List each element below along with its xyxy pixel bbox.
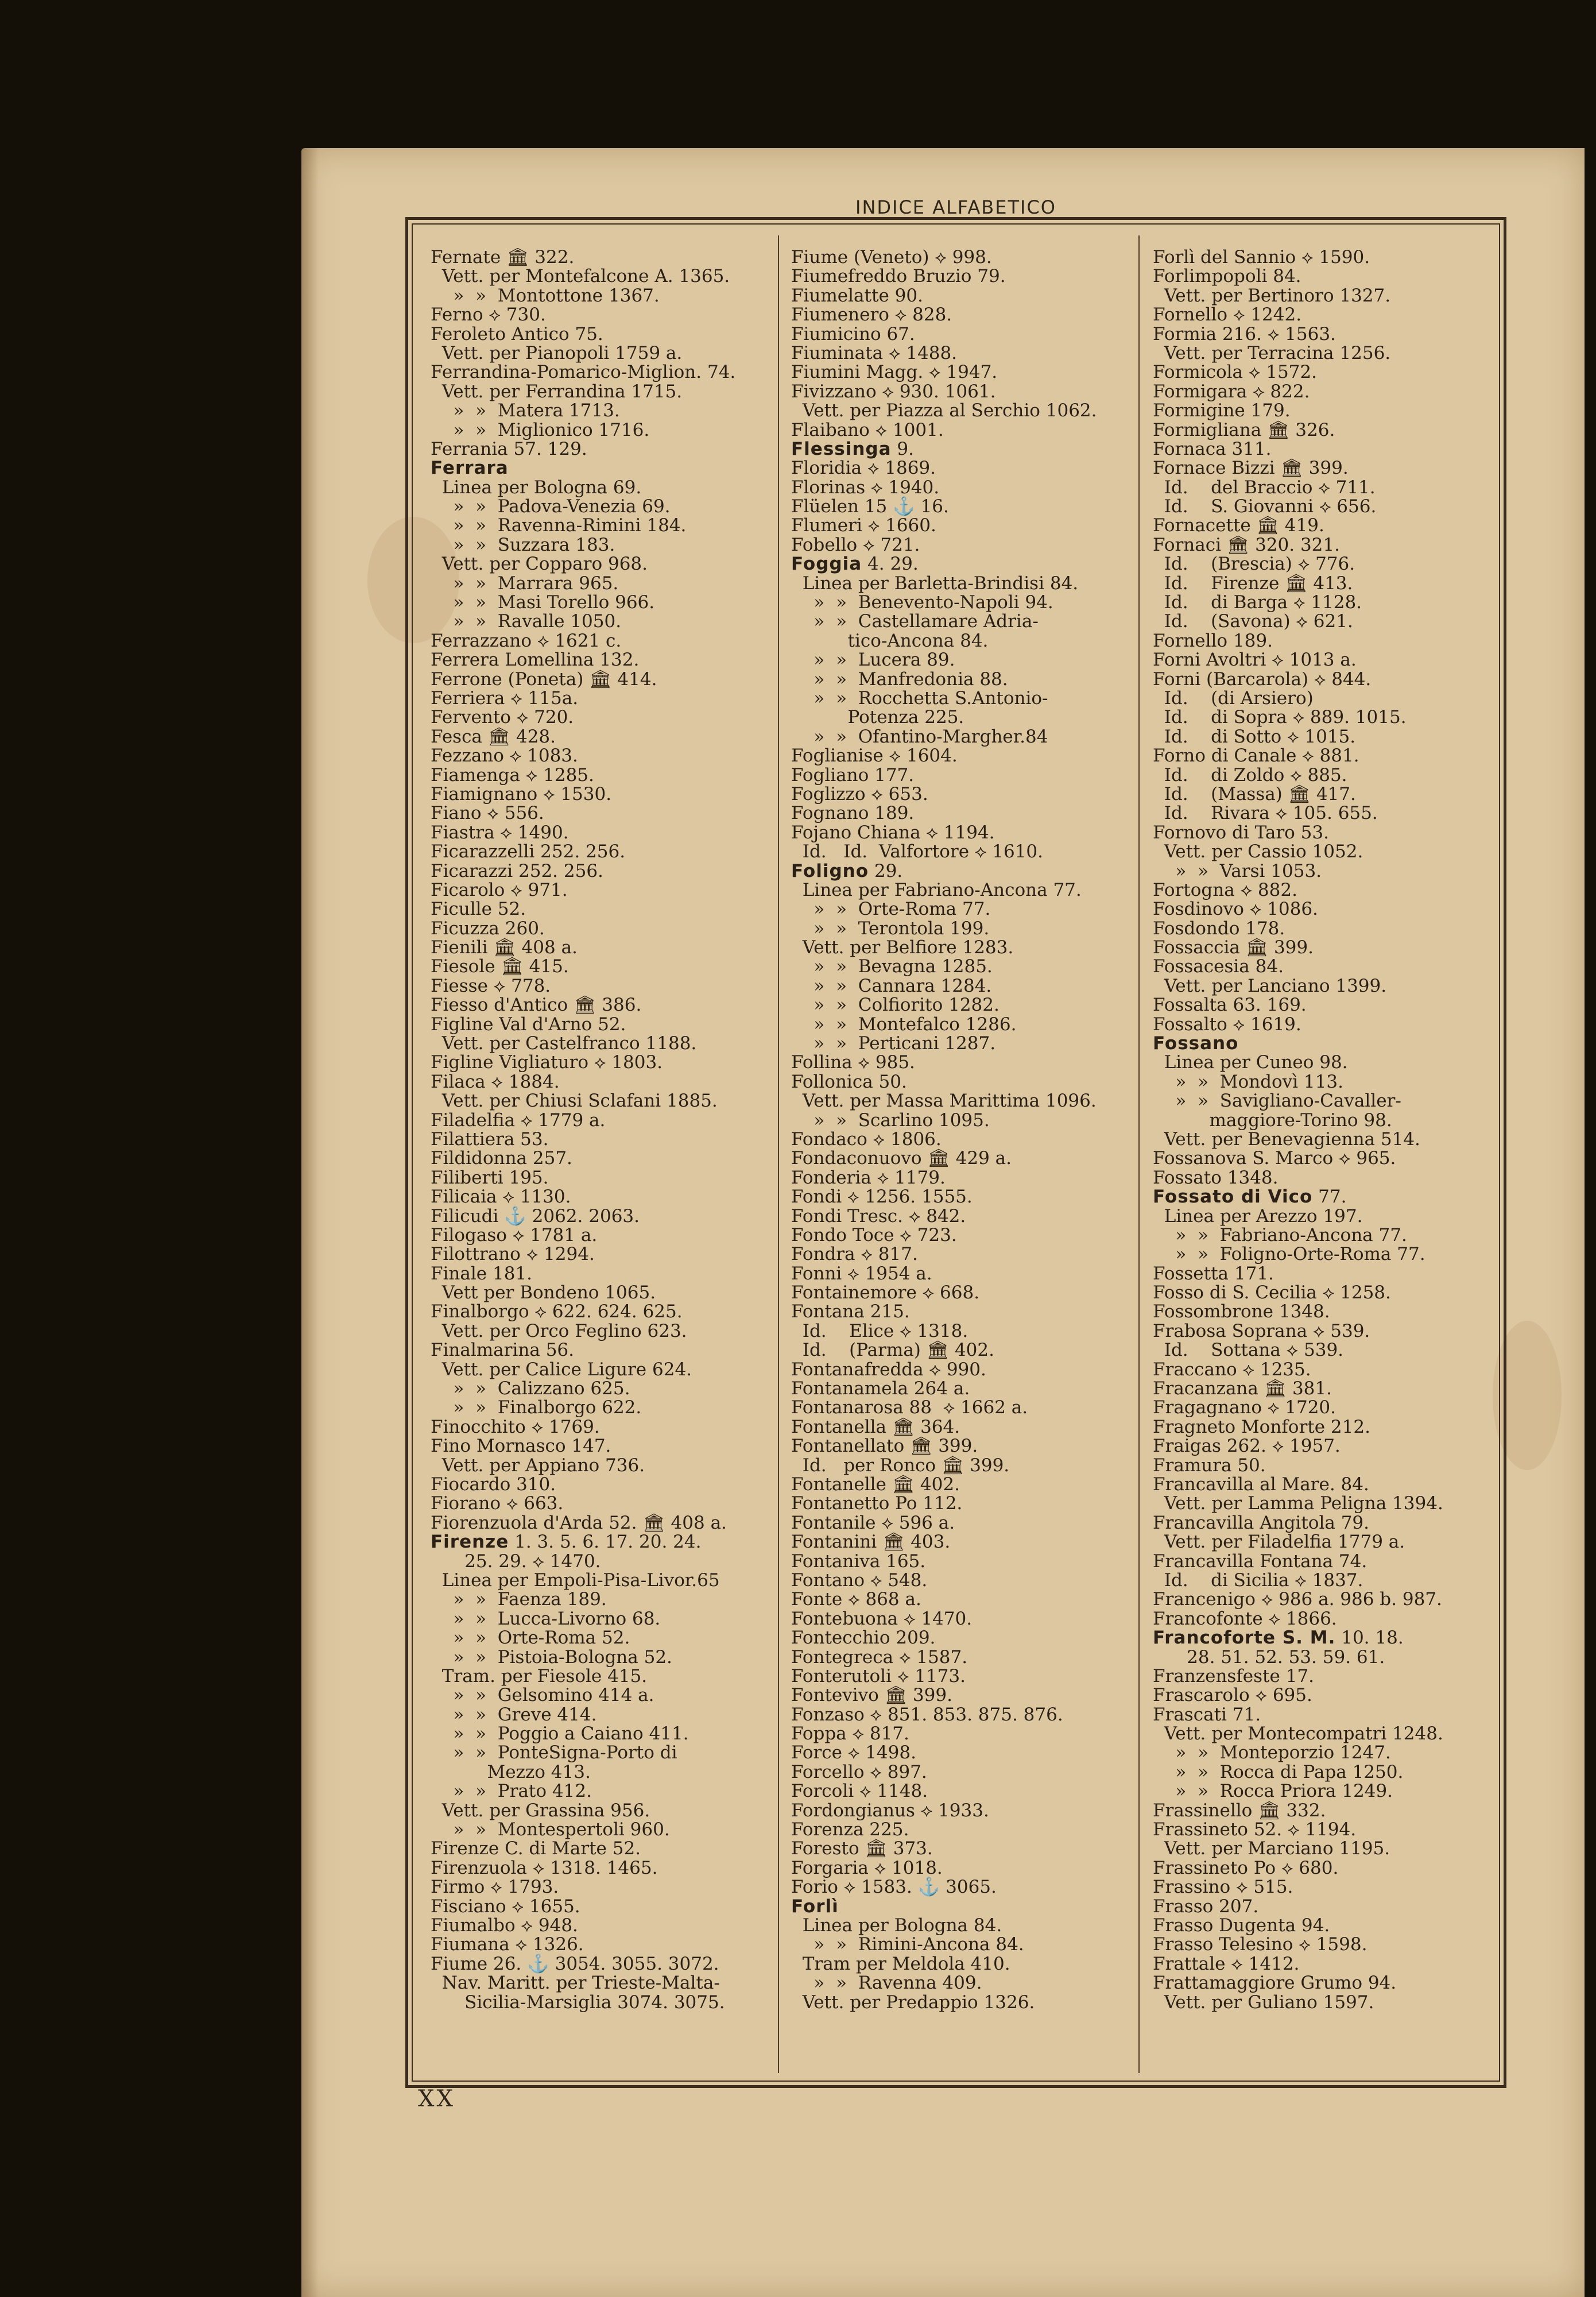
index-entry: » » Castellamare Adria-: [791, 611, 1039, 632]
index-entry: » » Pistoia-Bologna 52.: [431, 1646, 672, 1668]
index-entry: Fonzaso ⟡ 851. 853. 875. 876.: [791, 1704, 1063, 1725]
index-entry: Frascarolo ⟡ 695.: [1153, 1685, 1312, 1706]
index-entry: Fiumicino 67.: [791, 323, 915, 345]
index-entry: Forlì: [791, 1896, 839, 1917]
index-entry: Fornello ⟡ 1242.: [1153, 304, 1302, 326]
index-entry: Finalmarina 56.: [431, 1340, 574, 1361]
index-entry: Fossanova S. Marco ⟡ 965.: [1153, 1148, 1396, 1169]
index-entry: Vett. per Castelfranco 1188.: [431, 1033, 697, 1054]
index-entry: Fiastra ⟡ 1490.: [431, 822, 569, 843]
index-entry: » » Ravenna 409.: [791, 1973, 982, 1994]
index-entry: Feroleto Antico 75.: [431, 323, 603, 345]
index-entry: Vett. per Calice Ligure 624.: [431, 1359, 692, 1380]
index-entry: Fossetta 171.: [1153, 1263, 1274, 1284]
index-entry: Ferrandina-Pomarico-Miglion. 74.: [431, 362, 736, 383]
index-entry: Fossalta 63. 169.: [1153, 995, 1307, 1016]
index-entry: Linea per Empoli-Pisa-Livor.65: [431, 1569, 720, 1591]
index-entry: Formigliana 🏛 326.: [1153, 419, 1335, 440]
index-entry: » » Lucera 89.: [791, 649, 955, 671]
index-entry: » » Bevagna 1285.: [791, 956, 993, 977]
index-entry: » » Foligno-Orte-Roma 77.: [1153, 1244, 1425, 1265]
index-entry: Firenzuola ⟡ 1318. 1465.: [431, 1857, 658, 1878]
index-entry: Filadelfia ⟡ 1779 a.: [431, 1109, 606, 1131]
index-entry: Frassineto Po ⟡ 680.: [1153, 1857, 1339, 1878]
index-entry: Fornacette 🏛 419.: [1153, 515, 1324, 536]
index-entry: Linea per Fabriano-Ancona 77.: [791, 879, 1082, 900]
index-entry: Id. del Braccio ⟡ 711.: [1153, 477, 1376, 498]
index-entry: Foglianise ⟡ 1604.: [791, 745, 958, 767]
index-entry: Fornello 189.: [1153, 630, 1273, 651]
index-entry: » » Rocchetta S.Antonio-: [791, 687, 1048, 709]
index-entry: » » Suzzara 183.: [431, 534, 615, 555]
index-entry: Fragneto Monforte 212.: [1153, 1416, 1370, 1437]
index-entry: Filaca ⟡ 1884.: [431, 1071, 560, 1092]
index-entry: Fojano Chiana ⟡ 1194.: [791, 822, 995, 843]
index-entry: Foligno 29.: [791, 860, 903, 881]
index-entry: Id. Sottana ⟡ 539.: [1153, 1340, 1344, 1361]
index-entry: Fontana 215.: [791, 1301, 910, 1322]
index-entry: Fornaca 311.: [1153, 438, 1272, 459]
index-entry: Linea per Bologna 69.: [431, 477, 642, 498]
index-entry: Filattiera 53.: [431, 1128, 549, 1150]
index-entry: Frattamaggiore Grumo 94.: [1153, 1973, 1397, 1994]
index-entry: Id. Id. Valfortore ⟡ 1610.: [791, 841, 1043, 863]
index-entry: » » Calizzano 625.: [431, 1378, 630, 1399]
index-entry: Frasso 207.: [1153, 1896, 1259, 1917]
index-entry: Fontanetto Po 112.: [791, 1493, 963, 1514]
index-entry: » » Perticani 1287.: [791, 1033, 996, 1054]
index-entry: » » Greve 414.: [431, 1704, 597, 1725]
index-entry: Ficulle 52.: [431, 899, 526, 920]
index-entry: Fontevivo 🏛 399.: [791, 1685, 952, 1706]
index-entry: Follina ⟡ 985.: [791, 1052, 915, 1073]
index-entry: Ficarolo ⟡ 971.: [431, 879, 568, 900]
index-entry: Fernate 🏛 322.: [431, 248, 575, 268]
index-entry: Fragagnano ⟡ 1720.: [1153, 1397, 1337, 1418]
index-entry: Frascati 71.: [1153, 1704, 1261, 1725]
index-entry: Fognano 189.: [791, 803, 915, 824]
index-entry: Fracanzana 🏛 381.: [1153, 1378, 1332, 1399]
index-entry: Id. di Barga ⟡ 1128.: [1153, 592, 1362, 613]
index-entry: Vett. per Belfiore 1283.: [791, 937, 1014, 958]
index-entry: Fiumini Magg. ⟡ 1947.: [791, 362, 998, 383]
index-entry: Fossaccia 🏛 399.: [1153, 937, 1314, 958]
index-entry: Fondaco ⟡ 1806.: [791, 1128, 942, 1150]
index-entry: Fosdondo 178.: [1153, 918, 1285, 939]
index-entry: Fienili 🏛 408 a.: [431, 937, 578, 958]
index-entry: Flumeri ⟡ 1660.: [791, 515, 936, 536]
index-entry: Formia 216. ⟡ 1563.: [1153, 323, 1336, 345]
index-entry: » » Finalborgo 622.: [431, 1397, 642, 1418]
index-entry: Fraigas 262. ⟡ 1957.: [1153, 1436, 1341, 1457]
index-entry: Vett. per Lamma Peligna 1394.: [1153, 1493, 1443, 1514]
index-entry: Forio ⟡ 1583. ⚓ 3065.: [791, 1877, 997, 1898]
index-entry: Fondi ⟡ 1256. 1555.: [791, 1186, 973, 1208]
index-entry: Fossato di Vico 77.: [1153, 1186, 1347, 1208]
index-entry: » » Ravenna-Rimini 184.: [431, 515, 687, 536]
index-entry: Fiano ⟡ 556.: [431, 803, 544, 824]
index-entry: Id. Firenze 🏛 413.: [1153, 573, 1353, 594]
index-entry: » » Manfredonia 88.: [791, 668, 1008, 690]
index-entry: Fordongianus ⟡ 1933.: [791, 1800, 989, 1821]
index-entry: Mezzo 413.: [431, 1761, 591, 1782]
index-entry: Francoforte S. M. 10. 18.: [1153, 1627, 1404, 1649]
index-entry: Id. di Sotto ⟡ 1015.: [1153, 726, 1356, 747]
index-entry: Id. per Ronco 🏛 399.: [791, 1455, 1010, 1476]
index-entry: Fiocardo 310.: [431, 1474, 556, 1495]
index-entry: » » Ravalle 1050.: [431, 611, 622, 632]
index-entry: Fontaniva 165.: [791, 1550, 926, 1572]
index-entry: Forlì del Sannio ⟡ 1590.: [1153, 248, 1370, 268]
index-entry: Nav. Maritt. per Trieste-Malta-: [431, 1973, 720, 1994]
index-entry: Filicaia ⟡ 1130.: [431, 1186, 571, 1208]
index-entry: Tram. per Fiesole 415.: [431, 1665, 648, 1687]
index-entry: » » PonteSigna-Porto di: [431, 1742, 677, 1764]
index-entry: Filogaso ⟡ 1781 a.: [431, 1224, 598, 1246]
index-entry: » » Poggio a Caiano 411.: [431, 1723, 689, 1745]
index-entry: Firmo ⟡ 1793.: [431, 1877, 559, 1898]
index-entry: Fogliano 177.: [791, 764, 915, 786]
index-entry: Forni Avoltri ⟡ 1013 a.: [1153, 649, 1357, 671]
index-entry: Id. di Zoldo ⟡ 885.: [1153, 764, 1347, 786]
index-entry: Fiamenga ⟡ 1285.: [431, 764, 594, 786]
index-entry: Flessinga 9.: [791, 438, 914, 459]
index-entry: Fontano ⟡ 548.: [791, 1569, 928, 1591]
index-entry: Fonte ⟡ 868 a.: [791, 1589, 921, 1610]
index-entry: Ferrazzano ⟡ 1621 c.: [431, 630, 622, 651]
index-entry: Ferrara: [431, 458, 509, 479]
index-entry: Fontanelle 🏛 402.: [791, 1474, 960, 1495]
index-entry: Fontanafredda ⟡ 990.: [791, 1359, 986, 1380]
index-entry: Forenza 225.: [791, 1819, 909, 1840]
index-entry: Vett. per Benevagienna 514.: [1153, 1128, 1420, 1150]
index-entry: Vett. per Terracina 1256.: [1153, 342, 1391, 364]
index-entry: » » Rimini-Ancona 84.: [791, 1934, 1024, 1955]
index-entry: Sicilia-Marsiglia 3074. 3075.: [431, 1991, 725, 2013]
index-entry: Fontebuona ⟡ 1470.: [791, 1608, 973, 1629]
index-entry: Fontanamela 264 a.: [791, 1378, 970, 1399]
index-entry: Id. (di Arsiero): [1153, 687, 1314, 709]
index-entry: Forcoli ⟡ 1148.: [791, 1781, 928, 1802]
index-entry: Foggia 4. 29.: [791, 554, 919, 575]
index-entry: Fornace Bizzi 🏛 399.: [1153, 458, 1349, 479]
index-entry: » » Savigliano-Cavaller-: [1153, 1091, 1401, 1112]
page-number: XX: [418, 2086, 455, 2112]
index-entry: Fiume 26. ⚓ 3054. 3055. 3072.: [431, 1953, 719, 1974]
index-entry: Forgaria ⟡ 1018.: [791, 1857, 943, 1878]
index-entry: Vett. per Montecompatri 1248.: [1153, 1723, 1443, 1745]
index-entry: Filicudi ⚓ 2062. 2063.: [431, 1205, 640, 1227]
index-entry: Fiumefreddo Bruzio 79.: [791, 266, 1006, 287]
index-entry: Potenza 225.: [791, 707, 964, 728]
index-entry: Fontainemore ⟡ 668.: [791, 1282, 980, 1304]
index-entry: Fervento ⟡ 720.: [431, 707, 574, 728]
index-entry: Tram per Meldola 410.: [791, 1953, 1010, 1974]
index-entry: Francavilla Angitola 79.: [1153, 1512, 1369, 1533]
index-entry: Fiorenzuola d'Arda 52. 🏛 408 a.: [431, 1512, 727, 1533]
index-entry: Fossacesia 84.: [1153, 956, 1284, 977]
index-entry: Frasso Telesino ⟡ 1598.: [1153, 1934, 1368, 1955]
index-entry: Vett. per Pianopoli 1759 a.: [431, 342, 683, 364]
index-entry: Fiume (Veneto) ⟡ 998.: [791, 248, 992, 268]
index-entry: Fonterutoli ⟡ 1173.: [791, 1665, 966, 1687]
index-entry: Fossato 1348.: [1153, 1167, 1279, 1188]
index-entry: » » Lucca-Livorno 68.: [431, 1608, 661, 1629]
index-entry: Vett. per Orco Feglino 623.: [431, 1320, 687, 1341]
index-entry: Foresto 🏛 373.: [791, 1838, 933, 1859]
index-entry: » » Benevento-Napoli 94.: [791, 592, 1053, 613]
index-entry: » » Scarlino 1095.: [791, 1109, 990, 1131]
index-entry: Ferrania 57. 129.: [431, 438, 587, 459]
index-entry: Linea per Cuneo 98.: [1153, 1052, 1348, 1073]
index-entry: Id. S. Giovanni ⟡ 656.: [1153, 496, 1377, 517]
index-entry: Foglizzo ⟡ 653.: [791, 783, 928, 805]
index-entry: Foppa ⟡ 817.: [791, 1723, 909, 1745]
index-entry: Fiumelatte 90.: [791, 285, 923, 306]
index-entry: Fino Mornasco 147.: [431, 1436, 611, 1457]
index-entry: Fesca 🏛 428.: [431, 726, 556, 747]
index-entry: » » Fabriano-Ancona 77.: [1153, 1224, 1407, 1246]
index-entry: Filottrano ⟡ 1294.: [431, 1244, 595, 1265]
index-entry: » » Terontola 199.: [791, 918, 990, 939]
index-entry: Franzensfeste 17.: [1153, 1665, 1315, 1687]
index-entry: » » Rocca Priora 1249.: [1153, 1781, 1393, 1802]
index-entry: Vett. per Appiano 736.: [431, 1455, 645, 1476]
index-entry: Fisciano ⟡ 1655.: [431, 1896, 580, 1917]
index-entry: Flüelen 15 ⚓ 16.: [791, 496, 949, 517]
index-entry: Forcello ⟡ 897.: [791, 1761, 927, 1782]
index-column-3: [1153, 248, 1497, 2086]
index-entry: » » Matera 1713.: [431, 400, 620, 421]
index-entry: Fildidonna 257.: [431, 1148, 572, 1169]
index-entry: Fiumenero ⟡ 828.: [791, 304, 952, 326]
index-column-2: [791, 248, 1134, 2086]
index-entry: Forno di Canale ⟡ 881.: [1153, 745, 1359, 767]
index-entry: Fiuminata ⟡ 1488.: [791, 342, 958, 364]
index-entry: Floridia ⟡ 1869.: [791, 458, 936, 479]
index-entry: » » Rocca di Papa 1250.: [1153, 1761, 1404, 1782]
index-entry: Fontanellato 🏛 399.: [791, 1436, 978, 1457]
index-entry: Fonni ⟡ 1954 a.: [791, 1263, 932, 1284]
index-entry: » » Monteporzio 1247.: [1153, 1742, 1391, 1764]
index-entry: Firenze C. di Marte 52.: [431, 1838, 641, 1859]
index-entry: Vett per Bondeno 1065.: [431, 1282, 656, 1304]
index-entry: Frassino ⟡ 515.: [1153, 1877, 1293, 1898]
index-entry: » » Varsi 1053.: [1153, 860, 1322, 881]
index-entry: Ferriera ⟡ 115a.: [431, 687, 579, 709]
index-entry: Formigine 179.: [1153, 400, 1291, 421]
index-entry: Fornovo di Taro 53.: [1153, 822, 1329, 843]
index-entry: » » Ofantino-Margher.84: [791, 726, 1048, 747]
index-entry: Francavilla al Mare. 84.: [1153, 1474, 1369, 1495]
index-entry: Vett. per Lanciano 1399.: [1153, 975, 1387, 996]
index-entry: Finalborgo ⟡ 622. 624. 625.: [431, 1301, 683, 1322]
index-column-1: [431, 248, 775, 2086]
index-entry: Francenigo ⟡ 986 a. 986 b. 987.: [1153, 1589, 1442, 1610]
index-entry: Linea per Arezzo 197.: [1153, 1205, 1363, 1227]
index-entry: » » Marrara 965.: [431, 573, 619, 594]
index-entry: Fontanile ⟡ 596 a.: [791, 1512, 955, 1533]
index-entry: 28. 51. 52. 53. 59. 61.: [1153, 1646, 1385, 1668]
index-entry: Fiesole 🏛 415.: [431, 956, 569, 977]
index-entry: Fondo Toce ⟡ 723.: [791, 1224, 957, 1246]
page-header: INDICE ALFABETICO: [855, 196, 1056, 218]
index-entry: Vett. per Predappio 1326.: [791, 1991, 1035, 2013]
index-entry: » » Gelsomino 414 a.: [431, 1685, 654, 1706]
index-entry: Figline Val d'Arno 52.: [431, 1014, 626, 1035]
index-entry: Id. (Savona) ⟡ 621.: [1153, 611, 1353, 632]
index-entry: Vett. per Copparo 968.: [431, 554, 648, 575]
index-entry: Id. (Massa) 🏛 417.: [1153, 783, 1356, 805]
index-entry: Fondi Tresc. ⟡ 842.: [791, 1205, 966, 1227]
index-entry: Fornaci 🏛 320. 321.: [1153, 534, 1340, 555]
index-entry: » » Orte-Roma 77.: [791, 899, 991, 920]
index-entry: Frassineto 52. ⟡ 1194.: [1153, 1819, 1357, 1840]
index-entry: Forlimpopoli 84.: [1153, 266, 1301, 287]
index-entry: Figline Vigliaturo ⟡ 1803.: [431, 1052, 663, 1073]
index-entry: Id. Elice ⟡ 1318.: [791, 1320, 969, 1341]
index-entry: Vett. per Piazza al Serchio 1062.: [791, 400, 1097, 421]
index-entry: Id. (Parma) 🏛 402.: [791, 1340, 994, 1361]
index-entry: Id. (Brescia) ⟡ 776.: [1153, 554, 1355, 575]
index-entry: Frabosa Soprana ⟡ 539.: [1153, 1320, 1370, 1341]
column-separator: [778, 235, 779, 2073]
index-entry: Fondaconuovo 🏛 429 a.: [791, 1148, 1012, 1169]
index-entry: Fiesso d'Antico 🏛 386.: [431, 995, 642, 1016]
index-entry: maggiore-Torino 98.: [1153, 1109, 1392, 1131]
index-entry: Vett. per Massa Marittima 1096.: [791, 1091, 1097, 1112]
index-entry: » » Cannara 1284.: [791, 975, 992, 996]
index-entry: Ficuzza 260.: [431, 918, 545, 939]
index-entry: » » Prato 412.: [431, 1781, 592, 1802]
index-entry: Force ⟡ 1498.: [791, 1742, 916, 1764]
index-entry: Filiberti 195.: [431, 1167, 549, 1188]
index-entry: Francofonte ⟡ 1866.: [1153, 1608, 1337, 1629]
index-entry: Ficarazzi 252. 256.: [431, 860, 603, 881]
index-entry: Fossalto ⟡ 1619.: [1153, 1014, 1301, 1035]
index-entry: Vett. per Cassio 1052.: [1153, 841, 1363, 863]
index-entry: Id. di Sicilia ⟡ 1837.: [1153, 1569, 1363, 1591]
index-entry: Fiamignano ⟡ 1530.: [431, 783, 612, 805]
index-entry: Fosso di S. Cecilia ⟡ 1258.: [1153, 1282, 1391, 1304]
index-entry: Fraccano ⟡ 1235.: [1153, 1359, 1311, 1380]
index-entry: » » Padova-Venezia 69.: [431, 496, 671, 517]
index-entry: » » Colfiorito 1282.: [791, 995, 1000, 1016]
index-entry: Linea per Barletta-Brindisi 84.: [791, 573, 1079, 594]
index-entry: Flaibano ⟡ 1001.: [791, 419, 944, 440]
index-entry: Fiumana ⟡ 1326.: [431, 1934, 584, 1955]
index-entry: » » Faenza 189.: [431, 1589, 607, 1610]
index-entry: Fontecchio 209.: [791, 1627, 936, 1649]
index-entry: Forni (Barcarola) ⟡ 844.: [1153, 668, 1372, 690]
index-entry: » » Miglionico 1716.: [431, 419, 650, 440]
index-entry: » » Orte-Roma 52.: [431, 1627, 630, 1649]
index-entry: » » Montottone 1367.: [431, 285, 660, 306]
index-entry: Frassinello 🏛 332.: [1153, 1800, 1326, 1821]
index-entry: Fiorano ⟡ 663.: [431, 1493, 564, 1514]
index-entry: Ferrone (Poneta) 🏛 414.: [431, 668, 657, 690]
index-entry: Fontanini 🏛 403.: [791, 1532, 951, 1553]
index-entry: Fondra ⟡ 817.: [791, 1244, 918, 1265]
index-entry: Fossano: [1153, 1033, 1239, 1054]
index-entry: Vett. per Guliano 1597.: [1153, 1991, 1374, 2013]
index-entry: Fontegreca ⟡ 1587.: [791, 1646, 968, 1668]
index-entry: Ferno ⟡ 730.: [431, 304, 546, 326]
index-entry: Vett. per Chiusi Sclafani 1885.: [431, 1091, 718, 1112]
index-entry: Fonderia ⟡ 1179.: [791, 1167, 946, 1188]
index-entry: Linea per Bologna 84.: [791, 1915, 1002, 1936]
index-entry: Fivizzano ⟡ 930. 1061.: [791, 381, 996, 402]
index-entry: Fosdinovo ⟡ 1086.: [1153, 899, 1318, 920]
index-entry: Fortogna ⟡ 882.: [1153, 879, 1297, 900]
index-entry: » » Montespertoli 960.: [431, 1819, 670, 1840]
index-entry: Vett. per Ferrandina 1715.: [431, 381, 683, 402]
index-entry: Francavilla Fontana 74.: [1153, 1550, 1368, 1572]
index-entry: Frasso Dugenta 94.: [1153, 1915, 1330, 1936]
index-entry: Fezzano ⟡ 1083.: [431, 745, 578, 767]
index-entry: Vett. per Bertinoro 1327.: [1153, 285, 1391, 306]
index-entry: Finale 181.: [431, 1263, 533, 1284]
index-entry: Formicola ⟡ 1572.: [1153, 362, 1317, 383]
index-entry: Finocchito ⟡ 1769.: [431, 1416, 600, 1437]
index-entry: Fobello ⟡ 721.: [791, 534, 920, 555]
index-entry: Fossombrone 1348.: [1153, 1301, 1330, 1322]
column-separator: [1138, 235, 1140, 2073]
index-entry: Follonica 50.: [791, 1071, 907, 1092]
index-entry: Ferrera Lomellina 132.: [431, 649, 640, 671]
index-entry: Framura 50.: [1153, 1455, 1266, 1476]
index-entry: Formigara ⟡ 822.: [1153, 381, 1310, 402]
index-entry: Frattale ⟡ 1412.: [1153, 1953, 1300, 1974]
index-entry: Vett. per Filadelfia 1779 a.: [1153, 1532, 1405, 1553]
index-entry: Id. Rivara ⟡ 105. 655.: [1153, 803, 1378, 824]
index-entry: Fontanella 🏛 364.: [791, 1416, 960, 1437]
index-entry: » » Montefalco 1286.: [791, 1014, 1017, 1035]
index-entry: Ficarazzelli 252. 256.: [431, 841, 626, 863]
index-entry: Vett. per Grassina 956.: [431, 1800, 650, 1821]
index-entry: tico-Ancona 84.: [791, 630, 989, 651]
index-entry: Fontanarosa 88 ⟡ 1662 a.: [791, 1397, 1028, 1418]
index-entry: Vett. per Montefalcone A. 1365.: [431, 266, 730, 287]
index-entry: Fiesse ⟡ 778.: [431, 975, 551, 996]
index-entry: » » Mondovì 113.: [1153, 1071, 1343, 1092]
index-entry: Fiumalbo ⟡ 948.: [431, 1915, 578, 1936]
index-entry: Id. di Sopra ⟡ 889. 1015.: [1153, 707, 1407, 728]
index-entry: Firenze 1. 3. 5. 6. 17. 20. 24.: [431, 1532, 702, 1553]
index-entry: Florinas ⟡ 1940.: [791, 477, 940, 498]
index-entry: Vett. per Marciano 1195.: [1153, 1838, 1390, 1859]
index-entry: » » Masi Torello 966.: [431, 592, 655, 613]
index-entry: 25. 29. ⟡ 1470.: [431, 1550, 601, 1572]
